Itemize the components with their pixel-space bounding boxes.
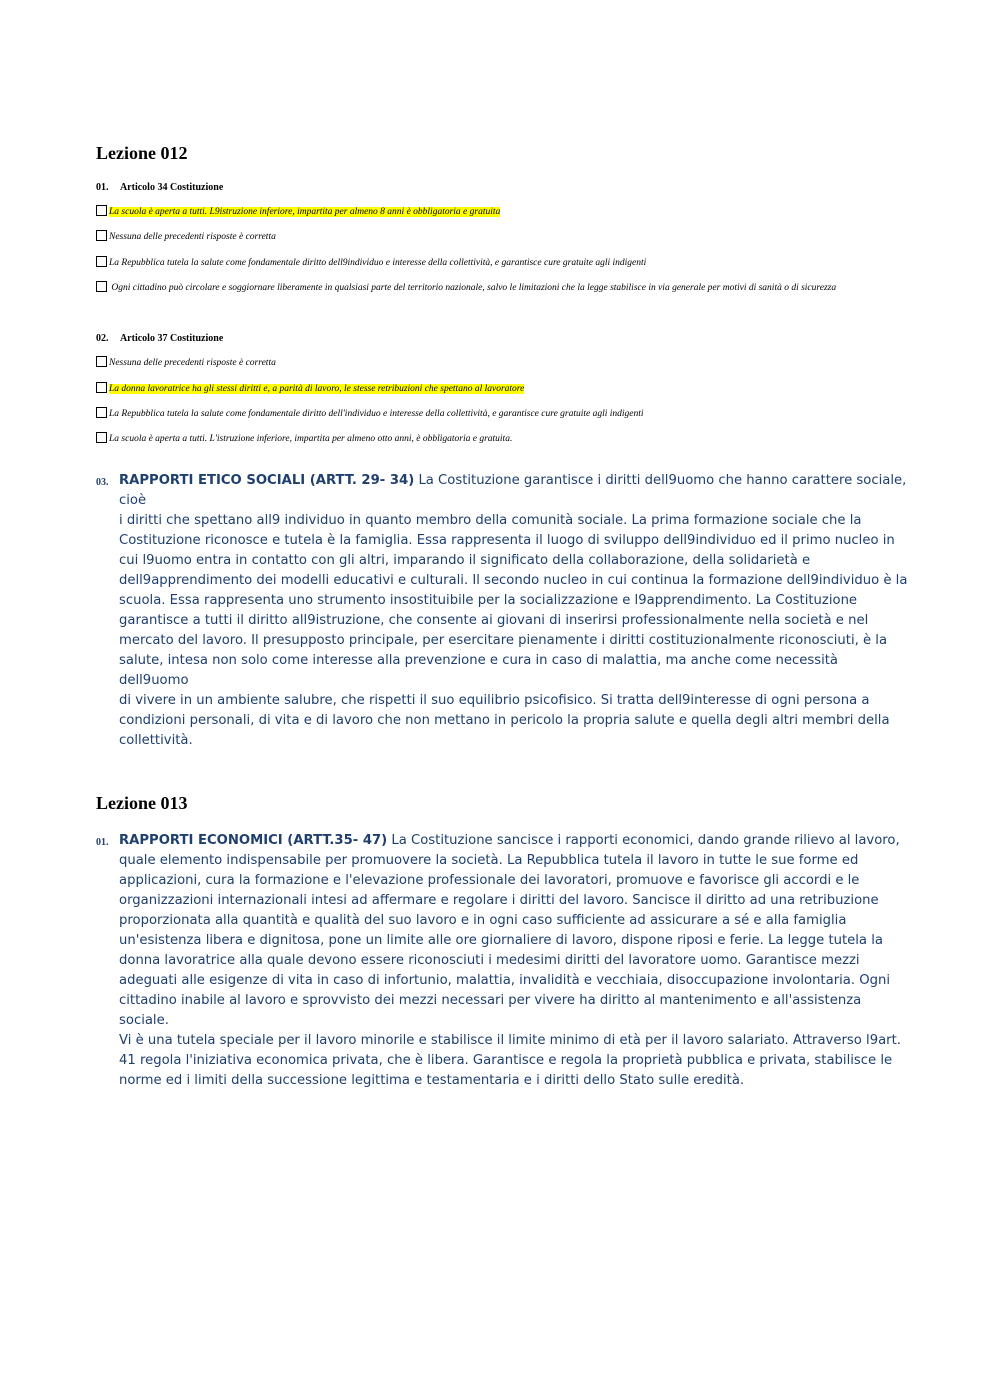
essay-line: scuola. Essa rappresenta uno strumento insostituibile per la socializzazione e l9apprendimento. La Costituzione: [119, 593, 858, 608]
essay-line: salute, intesa non solo come interesse alla prevenzione e cura in caso di malattia, ma anche come necessità dell9uomo: [119, 653, 838, 688]
essay-line: un'esistenza libera e dignitosa, pone un limite alle ore giornaliere di lavoro, dispone riposi e ferie. La legge tutela la: [119, 933, 883, 948]
essay-line: donna lavoratrice alla quale devono essere riconosciuti i medesimi diritti del lavoratore uomo. Garantisce mezzi: [119, 953, 860, 968]
answer-checkbox[interactable]: [96, 407, 107, 418]
answer-option[interactable]: [96, 205, 908, 219]
essay-line: cittadino inabile al lavoro e sprovvisto dei mezzi necessari per vivere ha diritto al mantenimento e all'assistenza sociale.: [119, 993, 862, 1028]
essay-line: condizioni personali, di vita e di lavoro che non mettano in pericolo la propria salute e quella degli altri membri della: [119, 713, 890, 728]
essay-line: collettività.: [119, 733, 193, 748]
essay-line: proporzionata alla quantità e qualità del suo lavoro e in ogni caso sufficiente ad assicurare a sé e alla famiglia: [119, 913, 847, 928]
answer-checkbox[interactable]: [96, 256, 107, 267]
essay-line: quale elemento indispensabile per promuovere la società. La Repubblica tutela il lavoro in tutte le sue forme ed: [119, 853, 859, 868]
lesson-title: Lezione 012: [96, 143, 188, 163]
answer-checkbox[interactable]: [96, 230, 107, 241]
answer-text: La Repubblica tutela la salute come fondamentale diritto dell9individuo e interesse della collettività, e garantisce cure gratuite agli indigenti: [109, 258, 647, 268]
answer-text: Ogni cittadino può circolare e soggiornare liberamente in qualsiasi parte del territorio nazionale, salvo le limitazioni che la legge stabilisce in via generale per motivi di sanità o di sicurezza: [111, 283, 837, 293]
essay-line: garantisce a tutti il diritto all9istruzione, che consente ai giovani di inserirsi professionalmente nella società e nel: [119, 613, 869, 628]
answer-option[interactable]: [96, 230, 908, 244]
essay-line: 41 regola l'iniziativa economica privata, che è libera. Garantisce e regola la proprietà pubblica e privata, stabilisce le: [119, 1053, 893, 1068]
question-number: 03.: [96, 477, 109, 488]
question-number: 02.: [96, 333, 109, 344]
answer-checkbox[interactable]: [96, 432, 107, 443]
answer-option[interactable]: [96, 432, 908, 446]
essay-line: mercato del lavoro. Il presupposto principale, per esercitare pienamente i diritti costituzionalmente riconosciuti, è la: [119, 633, 888, 648]
answer-option[interactable]: [96, 281, 908, 295]
lesson-title: Lezione 013: [96, 793, 188, 813]
answer-text: La Repubblica tutela la salute come fondamentale diritto dell'individuo e interesse della collettività, e garantisce cure gratuite agli indigenti: [109, 409, 644, 419]
essay-line: organizzazioni internazionali intesi ad affermare e regolare i diritti del lavoro. Sancisce il diritto ad una retribuzione: [119, 893, 879, 908]
answer-text: Nessuna delle precedenti risposte è corretta: [109, 358, 276, 368]
question-header: [96, 333, 223, 344]
essay-body: [119, 831, 908, 1091]
answer-text: La scuola è aperta a tutti. L'istruzione inferiore, impartita per almeno otto anni, è obbligatoria e gratuita.: [109, 434, 513, 444]
question-header: [96, 182, 223, 193]
essay-line: i diritti che spettano all9 individuo in quanto membro della comunità sociale. La prima formazione sociale che la: [119, 513, 862, 528]
essay-line: Vi è una tutela speciale per il lavoro minorile e stabilisce il limite minimo di età per il lavoro salariato. Attraverso l9art.: [119, 1033, 901, 1048]
essay-heading: RAPPORTI ETICO SOCIALI (ARTT. 29- 34): [119, 473, 415, 488]
answer-option[interactable]: [96, 256, 908, 270]
essay-body: [119, 471, 908, 751]
essay-line: cui l9uomo entra in contatto con gli altri, imparando il significato della collaborazione, della solidarietà e: [119, 553, 811, 568]
answer-text: La scuola è aperta a tutti. L9istruzione inferiore, impartita per almeno 8 anni è obbligatoria e gratuita: [109, 207, 501, 217]
answer-checkbox[interactable]: [96, 382, 107, 393]
answer-checkbox[interactable]: [96, 205, 107, 216]
essay-line: norme ed i limiti della successione legittima e testamentaria e i diritti dello Stato sulle eredità.: [119, 1073, 745, 1088]
essay-line: Costituzione riconosce e tutela è la famiglia. Essa rappresenta il luogo di sviluppo dell9individuo ed il primo nucleo in: [119, 533, 895, 548]
essay-line: applicazioni, cura la formazione e l'elevazione professionale dei lavoratori, promuove e favorisce gli accordi e le: [119, 873, 860, 888]
question-number: 01.: [96, 182, 109, 193]
essay-line: dell9apprendimento dei modelli educativi e culturali. Il secondo nucleo in cui continua la formazione dell9individuo è la: [119, 573, 908, 588]
question-number: 01.: [96, 837, 109, 848]
answer-text: La donna lavoratrice ha gli stessi diritti e, a parità di lavoro, le stesse retribuzioni che spettano al lavoratore: [109, 384, 525, 394]
answer-checkbox[interactable]: [96, 356, 107, 367]
essay-answer: [96, 471, 908, 751]
essay-line: di vivere in un ambiente salubre, che rispetti il suo equilibrio psicofisico. Si tratta dell9interesse di ogni persona a: [119, 693, 870, 708]
essay-line: adeguati alle esigenze di vita in caso di infortunio, malattia, invalidità e vecchiaia, disoccupazione involontaria. Ogni: [119, 973, 891, 988]
answer-text: Nessuna delle precedenti risposte è corretta: [109, 232, 276, 242]
answer-option[interactable]: [96, 382, 908, 396]
answer-option[interactable]: [96, 356, 908, 370]
essay-line: La Costituzione garantisce i diritti dell9uomo che hanno carattere sociale, cioè: [119, 473, 907, 508]
question-title: Articolo 34 Costituzione: [119, 182, 224, 193]
answer-checkbox[interactable]: [96, 281, 107, 292]
essay-heading: RAPPORTI ECONOMICI (ARTT.35- 47): [119, 833, 388, 848]
answer-option[interactable]: [96, 407, 908, 421]
essay-answer: [96, 831, 908, 1091]
question-title: Articolo 37 Costituzione: [119, 333, 224, 344]
essay-line: La Costituzione sancisce i rapporti economici, dando grande rilievo al lavoro,: [391, 833, 900, 848]
